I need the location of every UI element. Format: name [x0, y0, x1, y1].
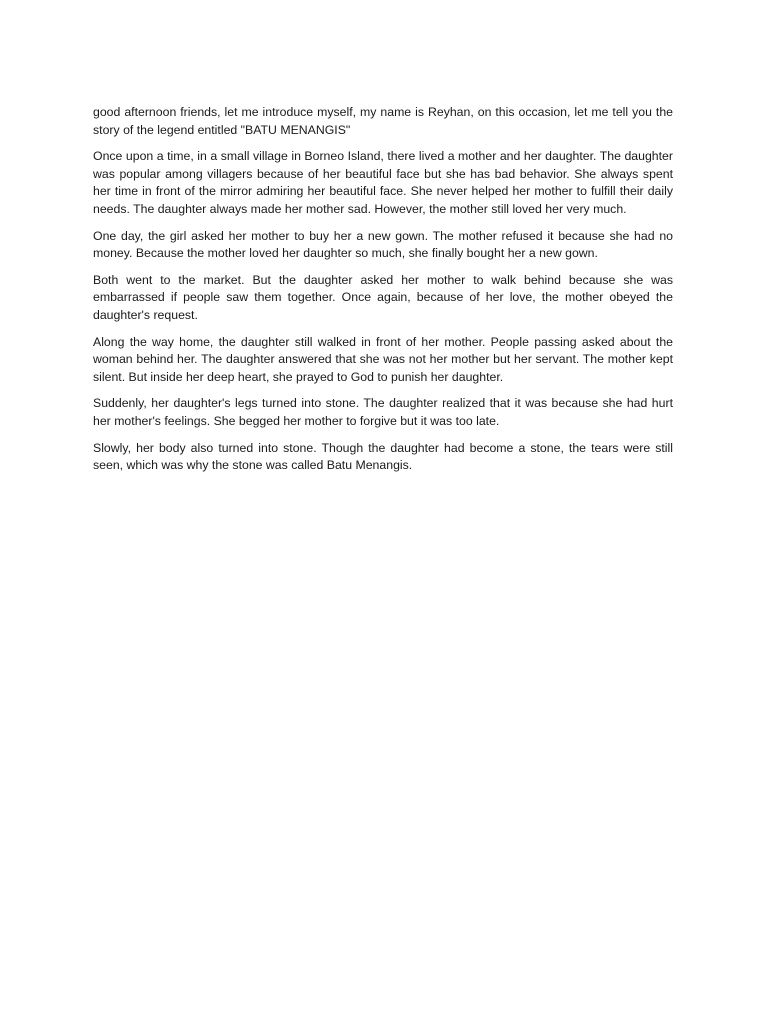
- document-body: [93, 104, 673, 484]
- paragraph-batu-menangis: Slowly, her body also turned into stone. Though the daughter had become a stone, the tears were still seen, which was why the stone was called Batu Menangis.: [93, 440, 673, 473]
- paragraph-intro: good afternoon friends, let me introduce myself, my name is Reyhan, on this occasion, let me tell you the story of the legend entitled "BATU MENANGIS": [93, 105, 673, 137]
- paragraph-way-home: Along the way home, the daughter still walked in front of her mother. People passing asked about the woman behind her. The daughter answered that she was not her mother but her servant. The mother kept silent. But inside her deep heart, she prayed to God to punish her daughter.: [93, 334, 673, 384]
- paragraph-new-gown: One day, the girl asked her mother to buy her a new gown. The mother refused it because she had no money. Because the mother loved her daughter so much, she finally bought her a new gown.: [93, 228, 673, 261]
- paragraph-legs-stone: Suddenly, her daughter's legs turned into stone. The daughter realized that it was because she had hurt her mother's feelings. She begged her mother to forgive but it was too late.: [93, 396, 673, 428]
- paragraph-market: Both went to the market. But the daughter asked her mother to walk behind because she was embarrassed if people saw them together. Once again, because of her love, the mother obeyed the daughter's request.: [93, 272, 673, 322]
- paragraph-once-upon-a-time: Once upon a time, in a small village in Borneo Island, there lived a mother and her daughter. The daughter was popular among villagers because of her beautiful face but she has bad behavior. She always spent her time in front of the mirror admiring her beautiful face. She never helped her mother to fulfill their daily needs. The daughter always made her mother sad. However, the mother still loved her very much.: [93, 149, 673, 216]
